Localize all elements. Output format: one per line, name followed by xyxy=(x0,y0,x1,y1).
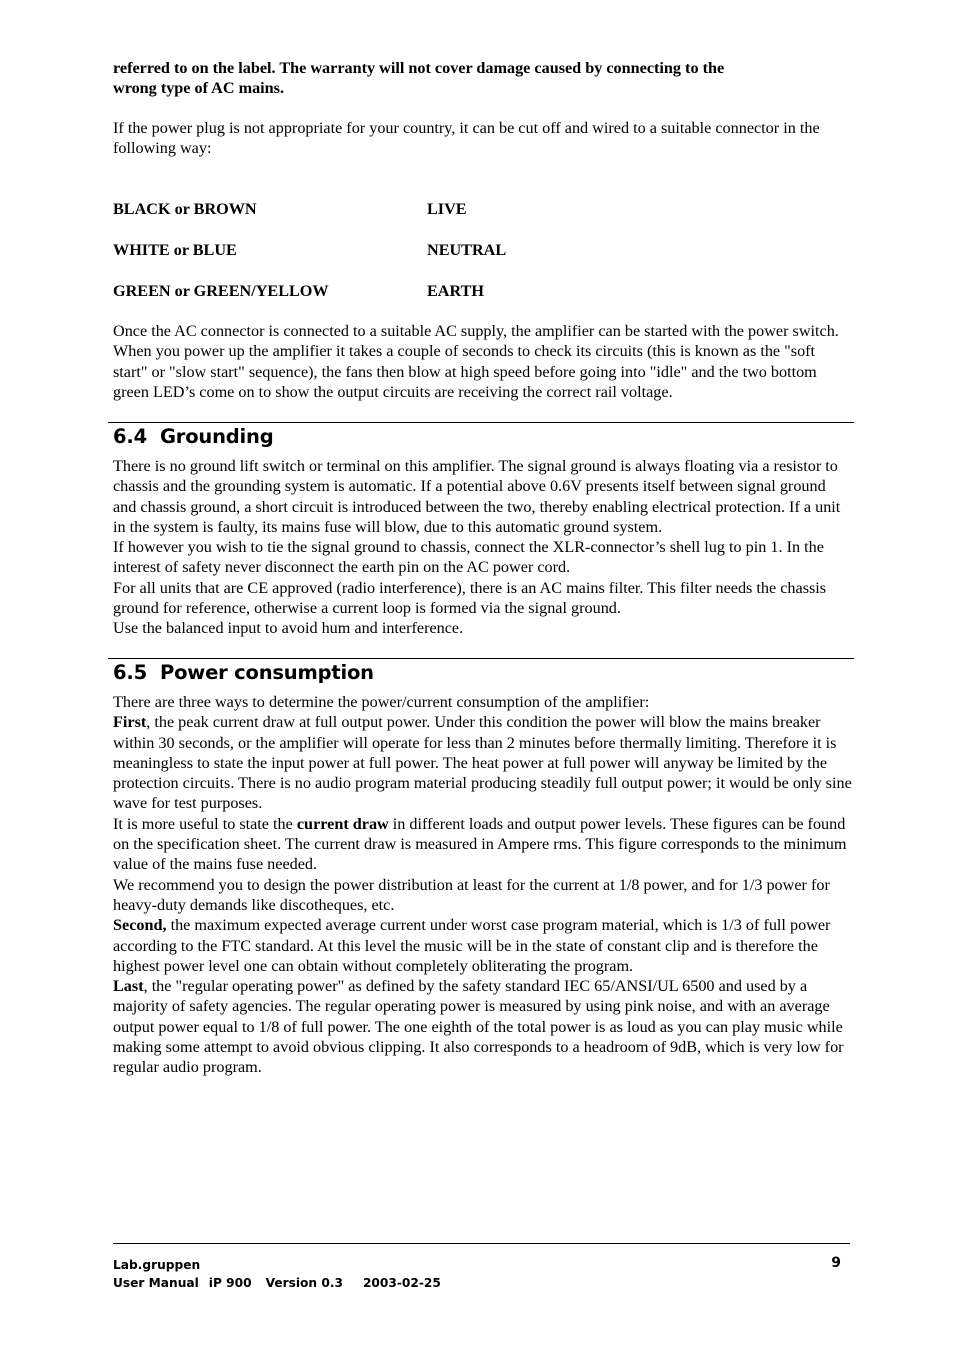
power-last-paragraph xyxy=(113,976,853,1077)
first-text: , the peak current draw at full output power. Under this condition the power will blow the mains breaker within 30 seconds, or the amplifier will operate for less than 2 minutes before thermally limiting. Therefore it is meaningless to state the input power at full power. The heat power at full power will anyway be limited by the protection circuits. There is no audio program material producing steadily full output power; it would be only sine wave for test purposes. xyxy=(113,713,852,813)
grounding-body xyxy=(113,456,853,639)
power-recommend-paragraph: We recommend you to design the power distribution at least for the current at 1/8 power, and for 1/3 power for heavy-duty demands like discotheques, etc. xyxy=(113,875,830,914)
wire-colour: BLACK or BROWN xyxy=(113,200,257,218)
wiring-row xyxy=(113,199,713,219)
grounding-paragraph: For all units that are CE approved (radio interference), there is an AC mains filter. This filter needs the chassis ground for reference, otherwise a current loop is formed via the signal ground. xyxy=(113,578,827,618)
grounding-paragraph: Use the balanced input to avoid hum and interference. xyxy=(113,619,464,638)
footer-manual-info xyxy=(113,1275,441,1291)
warranty-warning-line1: referred to on the label. The warranty will not cover damage caused by connecting to the xyxy=(113,59,725,77)
startup-paragraph: Once the AC connector is connected to a suitable AC supply, the amplifier can be started with the power switch. When you power up the amplifier it takes a couple of seconds to check its circuits (this is known as the "soft start" or "slow start" sequence), the fans then blow at high speed before going into "idle" and the two bottom green LED’s come on to show the output circuits are receiving the correct rail voltage. xyxy=(113,322,839,401)
first-label: First xyxy=(113,713,147,732)
wire-colour: WHITE or BLUE xyxy=(113,241,237,259)
last-text: , the "regular operating power" as defined by the safety standard IEC 65/ANSI/UL 6500 and used by a majority of safety agencies. The regular operating power is measured by using pink noise, and with an average output power equal to 1/8 of full power. The one eighth of the total power is as loud as you can play music while making some attempt to avoid obvious clipping. It also corresponds to a headroom of 9dB, which is very low for regular audio program. xyxy=(113,977,844,1077)
section-number: 6.5 xyxy=(113,661,147,684)
power-first-paragraph xyxy=(113,712,853,813)
wire-function: NEUTRAL xyxy=(427,241,507,259)
grounding-paragraph: If however you wish to tie the signal ground to chassis, connect the XLR-connector’s shell lug to pin 1. In the interest of safety never disconnect the earth pin on the AC power cord. xyxy=(113,538,824,577)
section-number: 6.4 xyxy=(113,425,147,448)
footer-company: Lab.gruppen xyxy=(113,1258,201,1272)
wiring-row xyxy=(113,281,713,301)
footer-model: iP 900 xyxy=(208,1276,252,1290)
warranty-warning xyxy=(113,58,853,99)
section-rule xyxy=(108,658,854,659)
last-label: Last xyxy=(113,977,144,996)
second-text: the maximum expected average current under worst case program material, which is 1/3 of full power according to the FTC standard. At this level the music will be in the state of constant clip and is therefore the highest power level one can obtain without completely obliterating the program. xyxy=(113,916,831,975)
power-second-paragraph xyxy=(113,915,853,976)
second-label: Second, xyxy=(113,916,167,935)
wire-function: EARTH xyxy=(427,282,484,300)
footer-version: Version 0.3 xyxy=(265,1276,343,1290)
wire-colour: GREEN or GREEN/YELLOW xyxy=(113,282,329,300)
section-title: Grounding xyxy=(160,425,274,448)
warranty-warning-line2: wrong type of AC mains. xyxy=(113,79,285,98)
current-bold: current draw xyxy=(296,814,389,833)
power-current-paragraph xyxy=(113,814,853,875)
grounding-paragraph: There is no ground lift switch or terminal on this amplifier. The signal ground is always floating via a resistor to chassis and the grounding system is automatic. If a potential above 0.6V presents itself between signal ground and chassis ground, a short circuit is introduced between the two, thereby enabling electrical protection. If a unit in the system is faulty, its mains fuse will blow, due to this automatic ground system. xyxy=(113,457,841,536)
current-post: in different loads and output power levels. These figures can be found on the specification sheet. The current draw is measured in Ampere rms. This figure corresponds to the minimum value of the mains fuse needed. xyxy=(113,814,847,874)
footer-date: 2003-02-25 xyxy=(362,1276,441,1290)
section-heading-power-consumption xyxy=(113,661,374,685)
footer-rule xyxy=(113,1243,850,1244)
current-pre: It is more useful to state the xyxy=(113,814,297,833)
page-number: 9 xyxy=(831,1255,841,1271)
power-intro: There are three ways to determine the power/current consumption of the amplifier: xyxy=(113,693,650,711)
section-heading-grounding xyxy=(113,425,273,449)
wiring-row xyxy=(113,240,713,260)
section-rule xyxy=(108,422,854,423)
power-body xyxy=(113,692,853,1078)
wire-function: LIVE xyxy=(427,200,467,218)
footer-manual: User Manual xyxy=(113,1276,199,1290)
plug-paragraph: If the power plug is not appropriate for your country, it can be cut off and wired to a suitable connector in the following way: xyxy=(113,119,820,158)
section-title: Power consumption xyxy=(160,661,374,684)
